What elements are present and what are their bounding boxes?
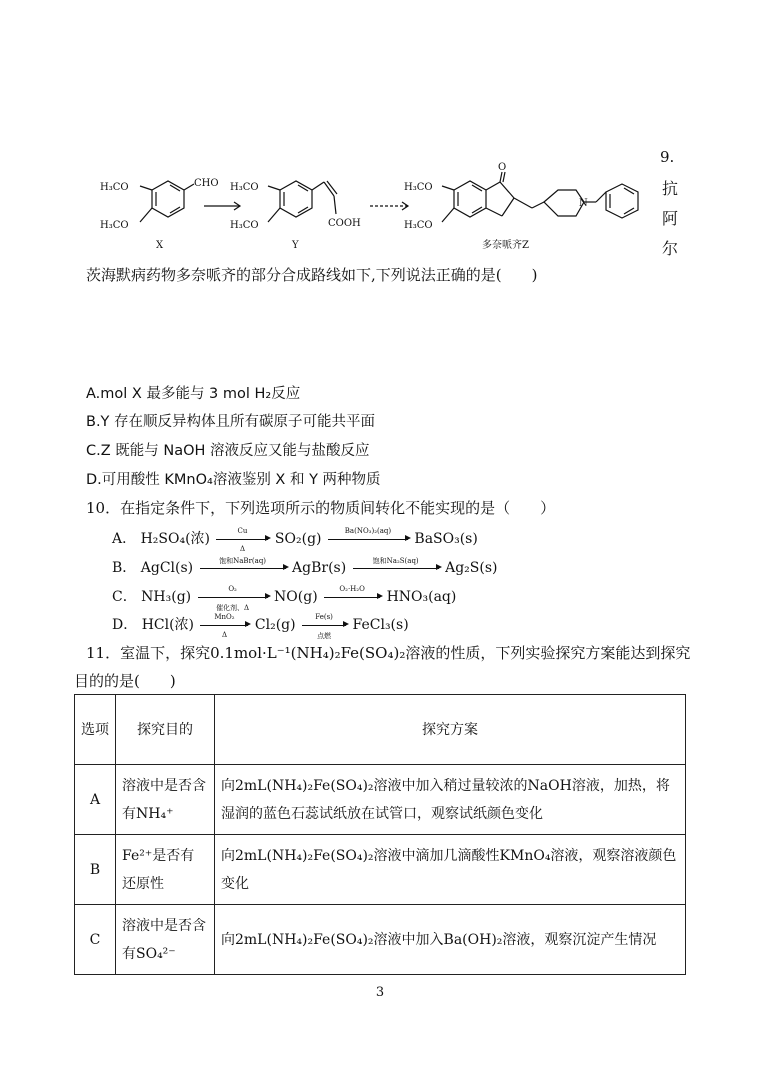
z-group-1: H₃CO <box>404 182 433 193</box>
row-option: A <box>75 765 116 835</box>
experiment-table <box>74 694 686 975</box>
q10-option-c <box>112 585 457 612</box>
z-nitrogen: N <box>579 198 588 209</box>
table-header-row <box>75 695 686 765</box>
row-plan: 向2mL(NH₄)₂Fe(SO₄)₂溶液中加入Ba(OH)₂溶液，观察沉淀产生情况 <box>215 905 686 975</box>
q9-option-a: A.mol X 最多能与 3 mol H₂反应 <box>86 386 301 402</box>
vertical-char-2: 阿 <box>662 209 679 228</box>
q9-option-b: B.Y 存在顺反异构体且所有碳原子可能共平面 <box>86 414 376 430</box>
question-9-number: 9. <box>660 148 675 166</box>
species: AgBr(s) <box>292 560 347 576</box>
question-11-stem-line2: 目的的是( ) <box>74 672 176 690</box>
table-row <box>75 905 686 975</box>
z-group-2: H₃CO <box>404 220 433 231</box>
reaction-arrow: 饱和Na₂S(aq) <box>353 567 439 569</box>
species: NO(g) <box>274 589 318 605</box>
q10-option-a <box>112 527 478 553</box>
z-benzene-ring <box>454 181 486 217</box>
table-row <box>75 835 686 905</box>
row-purpose: Fe²⁺是否有还原性 <box>116 835 215 905</box>
page-number: 3 <box>375 985 385 1000</box>
row-option: C <box>75 905 116 975</box>
y-group-1: H₃CO <box>230 182 259 193</box>
benzyl-ring <box>606 184 638 218</box>
reaction-arrow: Fe(s) 点燃 <box>302 624 346 626</box>
species: BaSO₃(s) <box>414 531 478 547</box>
q10-option-d <box>112 613 409 640</box>
question-11-stem-line1: 11．室温下，探究0.1mol·L⁻¹(NH₄)₂Fe(SO₄)₂溶液的性质，下列实验探究方案能达到探究 <box>86 644 691 662</box>
synthesis-scheme <box>90 160 650 260</box>
species: AgCl(s) <box>140 560 194 576</box>
q9-option-c: C.Z 既能与 NaOH 溶液反应又能与盐酸反应 <box>86 443 370 459</box>
row-plan: 向2mL(NH₄)₂Fe(SO₄)₂溶液中加入稍过量较浓的NaOH溶液，加热，将湿润的蓝色石蕊试纸放在试管口，观察试纸颜色变化 <box>215 765 686 835</box>
piperidine-ring <box>544 190 584 216</box>
header-option: 选项 <box>75 695 116 765</box>
label-x: X <box>156 240 164 251</box>
question-9-stem: 茨海默病药物多奈哌齐的部分合成路线如下,下列说法正确的是( ) <box>86 266 538 284</box>
option-label: A． <box>112 531 137 547</box>
species: Ag₂S(s) <box>445 560 498 576</box>
species: HCl(浓) <box>141 617 195 633</box>
header-plan: 探究方案 <box>215 695 686 765</box>
label-y: Y <box>292 240 299 251</box>
option-label: C． <box>112 589 137 605</box>
x-benzene-ring <box>152 181 184 217</box>
reaction-arrow: 饱和NaBr(aq) <box>200 567 286 569</box>
species: SO₂(g) <box>274 531 322 547</box>
table-row <box>75 765 686 835</box>
row-plan: 向2mL(NH₄)₂Fe(SO₄)₂溶液中滴加几滴酸性KMnO₄溶液，观察溶液颜色变化 <box>215 835 686 905</box>
z-carbonyl-o: O <box>498 162 507 173</box>
species: FeCl₃(s) <box>352 617 409 633</box>
reaction-arrow: $\frac{Cu}{\Delta}$ <box>216 538 268 540</box>
option-label: D． <box>112 617 138 633</box>
q10-option-b <box>112 557 498 577</box>
x-group-2: H₃CO <box>100 220 129 231</box>
vertical-char-3: 尔 <box>662 239 679 258</box>
q9-option-d: D.可用酸性 KMnO₄溶液鉴别 X 和 Y 两种物质 <box>86 472 381 488</box>
x-group-1: H₃CO <box>100 182 129 193</box>
vertical-char-1: 抗 <box>662 179 679 198</box>
label-z: 多奈哌齐Z <box>482 240 529 251</box>
species: H₂SO₄(浓) <box>140 531 211 547</box>
y-group-2: H₃CO <box>230 220 259 231</box>
header-purpose: 探究目的 <box>116 695 215 765</box>
reaction-arrow: O₂ 催化剂、Δ <box>198 596 268 598</box>
species: Cl₂(g) <box>254 617 296 633</box>
species: NH₃(g) <box>141 589 192 605</box>
species: HNO₃(aq) <box>386 589 457 605</box>
y-benzene-ring <box>280 181 312 217</box>
option-label: B． <box>112 560 137 576</box>
reaction-arrow: Ba(NO₃)₂(aq) <box>328 538 408 540</box>
reaction-arrow: MnO₂ Δ <box>200 624 248 626</box>
question-10-stem: 10．在指定条件下，下列选项所示的物质间转化不能实现的是（ ） <box>86 499 556 517</box>
row-purpose: 溶液中是否含有SO₄²⁻ <box>116 905 215 975</box>
y-cooh: COOH <box>328 218 361 229</box>
x-cho: CHO <box>194 178 219 189</box>
reaction-arrow: O₂·H₂O <box>324 596 380 598</box>
row-purpose: 溶液中是否含有NH₄⁺ <box>116 765 215 835</box>
row-option: B <box>75 835 116 905</box>
